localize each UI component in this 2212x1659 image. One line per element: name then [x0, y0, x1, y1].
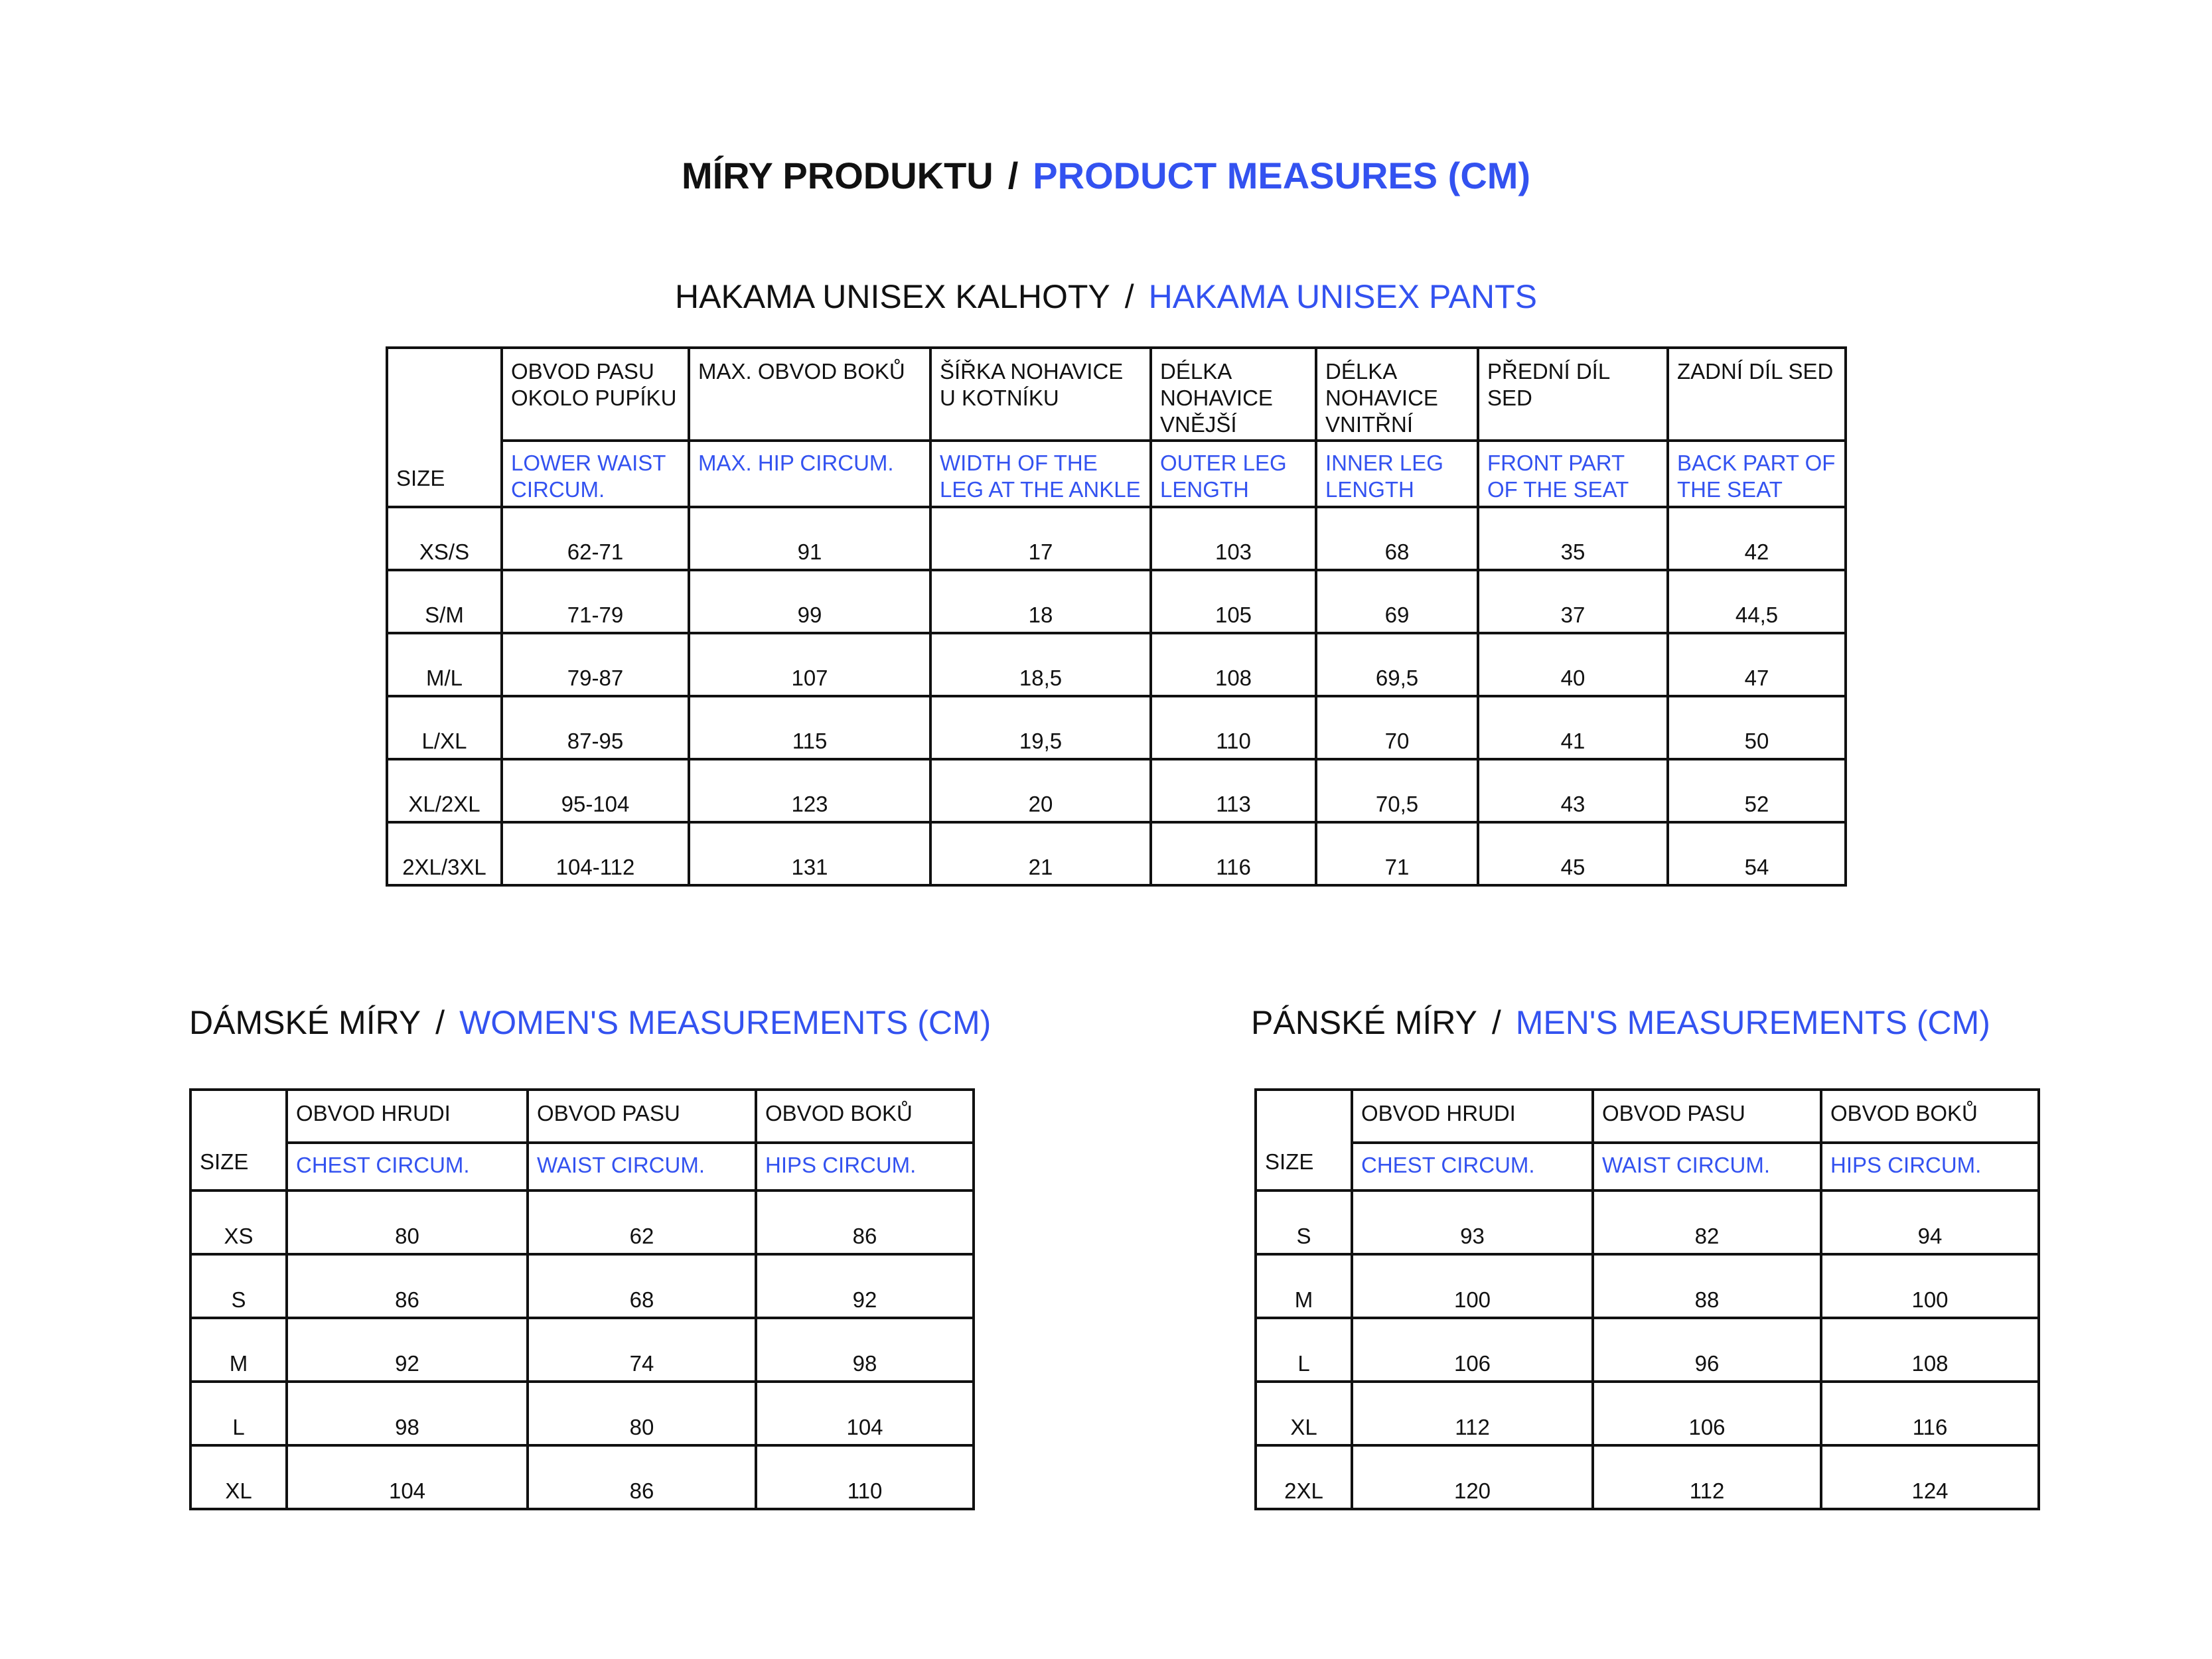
measure-cell: 19,5 [930, 696, 1151, 759]
men-title-cz: PÁNSKÉ MÍRY [1251, 1004, 1477, 1041]
measure-cell: 96 [1593, 1318, 1821, 1382]
table-row [387, 633, 1846, 696]
column-header-cz: OBVOD BOKŮ [756, 1090, 974, 1143]
table-row [190, 1254, 974, 1318]
measure-cell: 44,5 [1668, 570, 1846, 633]
header-row-en [190, 1143, 974, 1190]
measure-cell: 42 [1668, 507, 1846, 570]
measure-cell: 110 [756, 1445, 974, 1509]
table-row [190, 1382, 974, 1445]
measure-cell: 45 [1478, 822, 1668, 885]
measure-cell: 62-71 [502, 507, 689, 570]
column-header-cz: OBVOD BOKŮ [1821, 1090, 2039, 1143]
pants-section-title [0, 277, 2212, 316]
title-separator: / [1007, 155, 1019, 196]
size-label: L [190, 1382, 287, 1445]
men-title-en: MEN'S MEASUREMENTS (CM) [1515, 1004, 1990, 1041]
women-section-title [189, 1003, 991, 1042]
women-size-table [189, 1088, 975, 1510]
measure-cell: 74 [528, 1318, 756, 1382]
measure-cell: 94 [1821, 1190, 2039, 1254]
column-header-cz: MAX. OBVOD BOKŮ [689, 348, 930, 441]
measure-cell: 104 [287, 1445, 528, 1509]
measure-cell: 124 [1821, 1445, 2039, 1509]
table-row [1256, 1318, 2039, 1382]
measure-cell: 104-112 [502, 822, 689, 885]
measure-cell: 103 [1151, 507, 1316, 570]
measure-cell: 71-79 [502, 570, 689, 633]
measure-cell: 113 [1151, 759, 1316, 822]
column-header-en: WAIST CIRCUM. [528, 1143, 756, 1190]
column-header-en: LOWER WAIST CIRCUM. [502, 441, 689, 507]
size-label: XL/2XL [387, 759, 502, 822]
column-header-cz: OBVOD PASU [1593, 1090, 1821, 1143]
column-header-cz: ŠÍŘKA NOHAVICE U KOTNÍKU [930, 348, 1151, 441]
size-label: S/M [387, 570, 502, 633]
measure-cell: 69 [1316, 570, 1478, 633]
pants-title-separator: / [1124, 278, 1134, 315]
measure-cell: 69,5 [1316, 633, 1478, 696]
column-header-en: OUTER LEG LENGTH [1151, 441, 1316, 507]
column-header-cz: OBVOD HRUDI [287, 1090, 528, 1143]
measure-cell: 106 [1352, 1318, 1593, 1382]
column-header-en: WAIST CIRCUM. [1593, 1143, 1821, 1190]
column-header-en: BACK PART OF THE SEAT [1668, 441, 1846, 507]
table-row [387, 759, 1846, 822]
column-header-en: WIDTH OF THE LEG AT THE ANKLE [930, 441, 1151, 507]
table-row [1256, 1382, 2039, 1445]
page-title-cz: MÍRY PRODUKTU [681, 155, 994, 196]
column-header-en: CHEST CIRCUM. [1352, 1143, 1593, 1190]
measure-cell: 105 [1151, 570, 1316, 633]
measure-cell: 82 [1593, 1190, 1821, 1254]
measure-cell: 79-87 [502, 633, 689, 696]
measure-cell: 131 [689, 822, 930, 885]
measure-cell: 98 [287, 1382, 528, 1445]
measure-cell: 54 [1668, 822, 1846, 885]
measure-cell: 52 [1668, 759, 1846, 822]
women-title-cz: DÁMSKÉ MÍRY [189, 1004, 421, 1041]
measure-cell: 20 [930, 759, 1151, 822]
header-row-en [1256, 1143, 2039, 1190]
measure-cell: 86 [287, 1254, 528, 1318]
measure-cell: 95-104 [502, 759, 689, 822]
size-label: XS/S [387, 507, 502, 570]
measure-cell: 47 [1668, 633, 1846, 696]
measure-cell: 110 [1151, 696, 1316, 759]
measure-cell: 86 [528, 1445, 756, 1509]
measure-cell: 70,5 [1316, 759, 1478, 822]
column-header-cz: PŘEDNÍ DÍL SED [1478, 348, 1668, 441]
women-title-separator: / [435, 1004, 445, 1041]
column-header-cz: OBVOD PASU OKOLO PUPÍKU [502, 348, 689, 441]
size-header: SIZE [1256, 1090, 1352, 1190]
column-header-en: CHEST CIRCUM. [287, 1143, 528, 1190]
measure-cell: 68 [528, 1254, 756, 1318]
page-title [0, 154, 2212, 197]
table-row [1256, 1254, 2039, 1318]
women-title-en: WOMEN'S MEASUREMENTS (CM) [459, 1004, 992, 1041]
column-header-cz: DÉLKA NOHAVICE VNĚJŠÍ [1151, 348, 1316, 441]
measure-cell: 71 [1316, 822, 1478, 885]
measure-cell: 112 [1352, 1382, 1593, 1445]
size-label: XS [190, 1190, 287, 1254]
size-label: M/L [387, 633, 502, 696]
table-row [1256, 1190, 2039, 1254]
page-title-en: PRODUCT MEASURES (CM) [1033, 155, 1531, 196]
measure-cell: 17 [930, 507, 1151, 570]
measure-cell: 80 [528, 1382, 756, 1445]
measure-cell: 41 [1478, 696, 1668, 759]
column-header-cz: OBVOD HRUDI [1352, 1090, 1593, 1143]
measure-cell: 100 [1821, 1254, 2039, 1318]
table-row [1256, 1445, 2039, 1509]
table-row [387, 570, 1846, 633]
measure-cell: 70 [1316, 696, 1478, 759]
size-header: SIZE [387, 348, 502, 507]
header-row-cz [1256, 1090, 2039, 1143]
size-label: 2XL/3XL [387, 822, 502, 885]
pants-title-cz: HAKAMA UNISEX KALHOTY [675, 278, 1110, 315]
measure-cell: 62 [528, 1190, 756, 1254]
men-title-separator: / [1491, 1004, 1501, 1041]
measure-cell: 87-95 [502, 696, 689, 759]
measure-cell: 123 [689, 759, 930, 822]
size-label: S [190, 1254, 287, 1318]
measure-cell: 18,5 [930, 633, 1151, 696]
header-row-cz [387, 348, 1846, 441]
column-header-en: INNER LEG LENGTH [1316, 441, 1478, 507]
size-label: XL [190, 1445, 287, 1509]
size-label: L [1256, 1318, 1352, 1382]
measure-cell: 88 [1593, 1254, 1821, 1318]
measure-cell: 116 [1151, 822, 1316, 885]
measure-cell: 116 [1821, 1382, 2039, 1445]
size-label: L/XL [387, 696, 502, 759]
measure-cell: 98 [756, 1318, 974, 1382]
table-row [387, 822, 1846, 885]
measure-cell: 91 [689, 507, 930, 570]
measure-cell: 43 [1478, 759, 1668, 822]
table-row [190, 1445, 974, 1509]
measure-cell: 40 [1478, 633, 1668, 696]
size-label: M [1256, 1254, 1352, 1318]
column-header-cz: DÉLKA NOHAVICE VNITŘNÍ [1316, 348, 1478, 441]
measure-cell: 50 [1668, 696, 1846, 759]
pants-size-table [386, 346, 1847, 887]
size-label: XL [1256, 1382, 1352, 1445]
measure-cell: 92 [756, 1254, 974, 1318]
column-header-en: HIPS CIRCUM. [756, 1143, 974, 1190]
table-row [190, 1318, 974, 1382]
size-label: M [190, 1318, 287, 1382]
header-row-cz [190, 1090, 974, 1143]
men-section-title [1251, 1003, 1990, 1042]
size-label: S [1256, 1190, 1352, 1254]
measure-cell: 107 [689, 633, 930, 696]
measure-cell: 35 [1478, 507, 1668, 570]
size-label: 2XL [1256, 1445, 1352, 1509]
measure-cell: 108 [1151, 633, 1316, 696]
measure-cell: 106 [1593, 1382, 1821, 1445]
measure-cell: 18 [930, 570, 1151, 633]
column-header-cz: OBVOD PASU [528, 1090, 756, 1143]
measure-cell: 115 [689, 696, 930, 759]
measure-cell: 37 [1478, 570, 1668, 633]
measure-cell: 100 [1352, 1254, 1593, 1318]
table-row [387, 507, 1846, 570]
measure-cell: 68 [1316, 507, 1478, 570]
table-row [387, 696, 1846, 759]
measure-cell: 104 [756, 1382, 974, 1445]
header-row-en [387, 441, 1846, 507]
pants-title-en: HAKAMA UNISEX PANTS [1148, 278, 1537, 315]
measure-cell: 120 [1352, 1445, 1593, 1509]
size-header: SIZE [190, 1090, 287, 1190]
column-header-en: HIPS CIRCUM. [1821, 1143, 2039, 1190]
men-size-table [1254, 1088, 2040, 1510]
measure-cell: 80 [287, 1190, 528, 1254]
column-header-cz: ZADNÍ DÍL SED [1668, 348, 1846, 441]
measure-cell: 108 [1821, 1318, 2039, 1382]
measure-cell: 93 [1352, 1190, 1593, 1254]
measure-cell: 86 [756, 1190, 974, 1254]
measure-cell: 112 [1593, 1445, 1821, 1509]
measure-cell: 21 [930, 822, 1151, 885]
column-header-en: MAX. HIP CIRCUM. [689, 441, 930, 507]
measure-cell: 99 [689, 570, 930, 633]
table-row [190, 1190, 974, 1254]
measure-cell: 92 [287, 1318, 528, 1382]
column-header-en: FRONT PART OF THE SEAT [1478, 441, 1668, 507]
